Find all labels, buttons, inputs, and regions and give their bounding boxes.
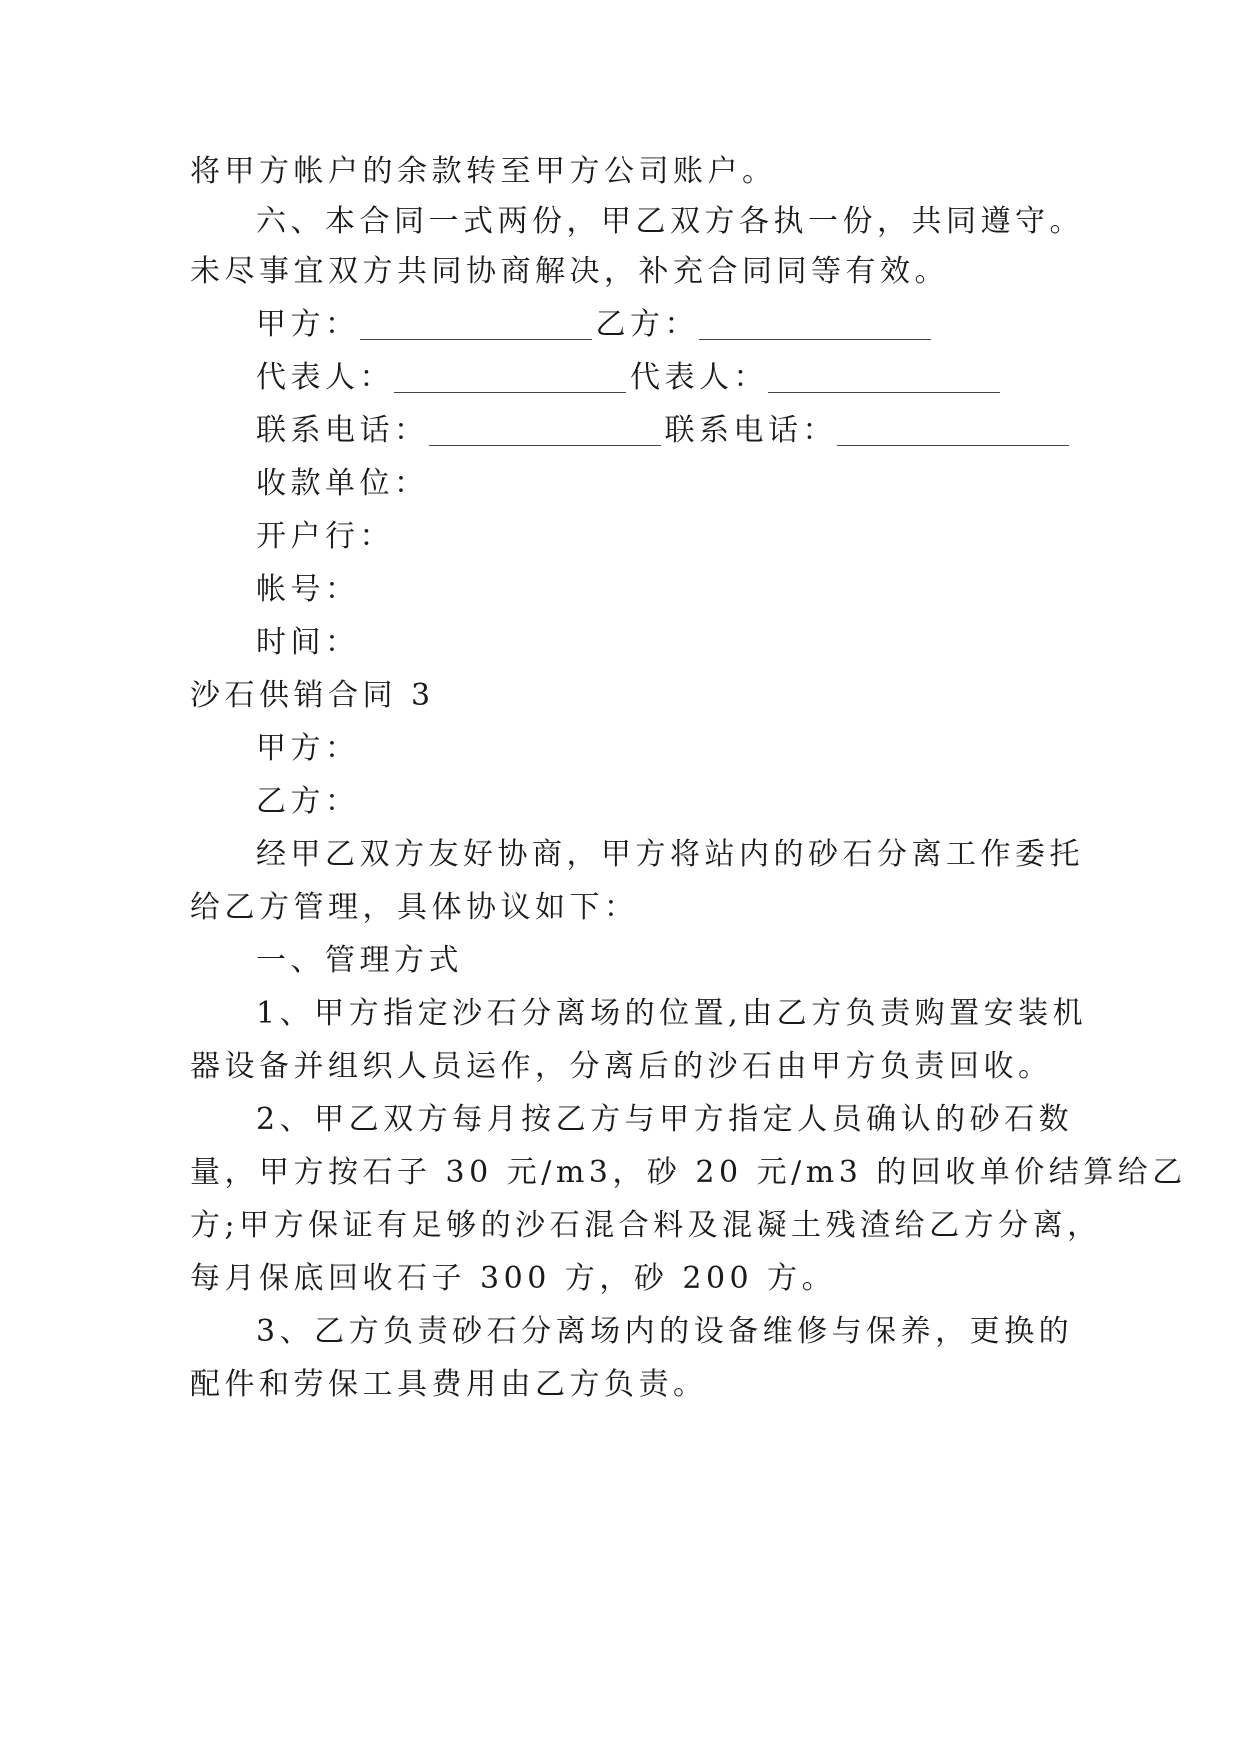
text-line: 六、本合同一式两份，甲乙双方各执一份，共同遵守。	[256, 204, 1084, 239]
rep-a-label: 代表人：	[256, 360, 394, 395]
party-b-blank	[699, 309, 931, 340]
paragraph-line: 配件和劳保工具费用由乙方负责。	[190, 1367, 708, 1402]
paragraph-line: 量，甲方按石子 30 元/m3，砂 20 元/m3 的回收单价结算给乙	[190, 1155, 1187, 1190]
party-a-blank	[360, 309, 592, 340]
signature-row-phone	[256, 411, 1073, 451]
party-b-label: 乙方：	[595, 307, 699, 342]
bank-label: 开户行：	[256, 519, 394, 554]
paragraph-line: 3、乙方负责砂石分离场内的设备维修与保养，更换的	[256, 1314, 1074, 1349]
account-label: 帐号：	[256, 572, 360, 607]
text-line: 将甲方帐户的余款转至甲方公司账户。	[190, 154, 777, 189]
payee-label: 收款单位：	[256, 466, 429, 501]
paragraph-line: 给乙方管理，具体协议如下：	[190, 890, 639, 925]
paragraph-line: 方;甲方保证有足够的沙石混合料及混凝土残渣给乙方分离，	[190, 1208, 1102, 1243]
signature-row-representative	[256, 358, 1004, 398]
text-line: 未尽事宜双方共同协商解决，补充合同同等有效。	[190, 254, 949, 289]
time-label: 时间：	[256, 625, 360, 660]
contract-title: 沙石供销合同 3	[190, 678, 435, 713]
phone-b-label: 联系电话：	[664, 413, 837, 448]
rep-a-blank	[394, 362, 626, 393]
party-b-line: 乙方：	[256, 784, 360, 819]
party-a-label: 甲方：	[256, 307, 360, 342]
signature-row-party	[256, 305, 935, 345]
phone-b-blank	[837, 415, 1069, 446]
paragraph-line: 1、甲方指定沙石分离场的位置,由乙方负责购置安装机	[256, 996, 1088, 1031]
paragraph-line: 经甲乙双方友好协商，甲方将站内的砂石分离工作委托	[256, 837, 1084, 872]
paragraph-line: 每月保底回收石子 300 方，砂 200 方。	[190, 1261, 837, 1296]
paragraph-line: 2、甲乙双方每月按乙方与甲方指定人员确认的砂石数	[256, 1102, 1074, 1137]
section-heading: 一、管理方式	[256, 943, 463, 978]
paragraph-line: 器设备并组织人员运作，分离后的沙石由甲方负责回收。	[190, 1049, 1053, 1084]
rep-b-blank	[768, 362, 1000, 393]
rep-b-label: 代表人：	[630, 360, 768, 395]
phone-a-label: 联系电话：	[256, 413, 429, 448]
party-a-line: 甲方：	[256, 731, 360, 766]
phone-a-blank	[429, 415, 661, 446]
